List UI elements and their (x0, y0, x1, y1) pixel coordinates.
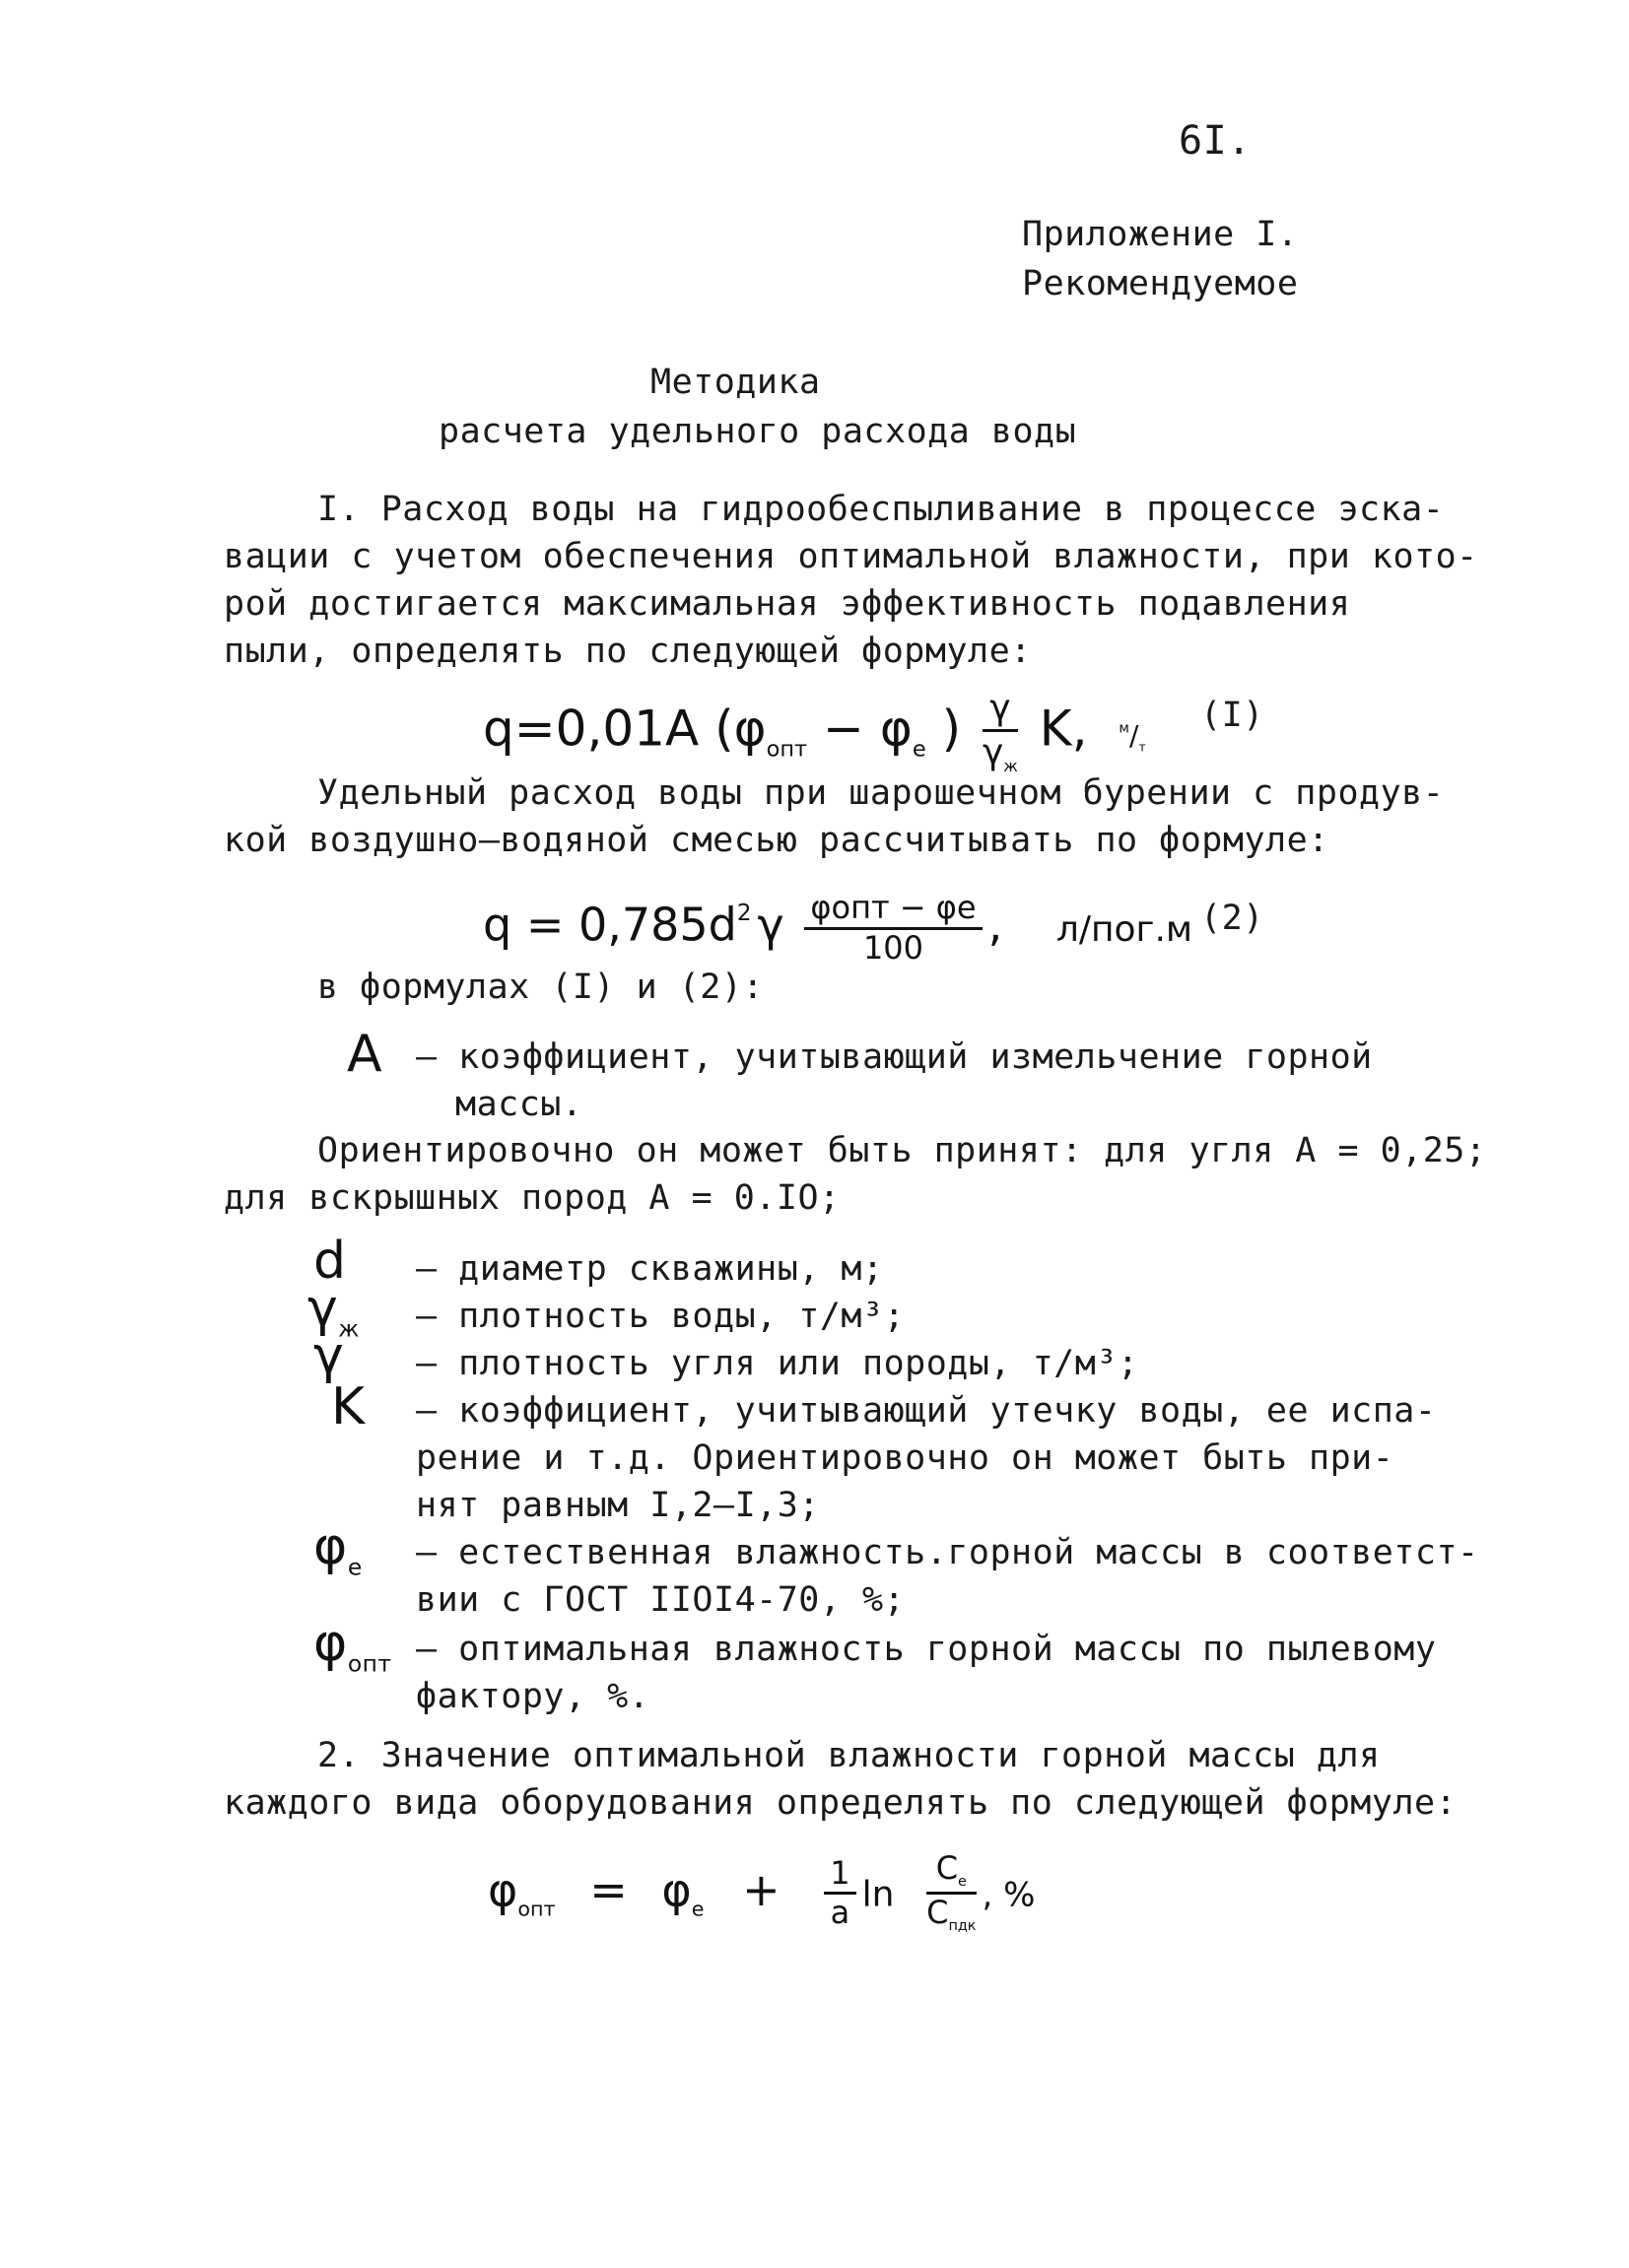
fraction-numerator: γ (983, 690, 1018, 732)
definition-phi-opt-line-2: фактору, %. (416, 1677, 650, 1716)
formula-3-tail: , % (982, 1875, 1036, 1915)
formula-3-plus: + (742, 1863, 781, 1917)
definition-a-line-2: массы. (455, 1085, 583, 1124)
formula-1-coef: =0,01A ( (513, 700, 734, 758)
phi-symbol: φ (733, 700, 767, 758)
formula-1-unit: $^м/_т$ (1119, 719, 1146, 755)
fraction-numerator: φопт − φe (804, 892, 982, 930)
definition-symbol-phi-e: $\varphi_e$ (313, 1517, 363, 1581)
phi-subscript: опт (517, 1897, 556, 1921)
phi-symbol: φ (488, 1863, 518, 1917)
phi-subscript: опт (766, 736, 808, 763)
phi-subscript: e (347, 1553, 363, 1581)
phi-subscript: опт (347, 1649, 392, 1678)
natural-log: ln (861, 1874, 895, 1915)
formula-3-equals: = (589, 1863, 628, 1917)
gamma-symbol: γ (757, 898, 784, 952)
fraction-denominator: 100 (862, 928, 924, 967)
formula-3 (488, 1849, 1036, 1935)
formula-1-number: (I) (1200, 696, 1264, 735)
formula-1-close-paren: ) (925, 700, 962, 758)
fraction-numerator: $C_e$ (926, 1852, 976, 1895)
fraction-numerator: 1 (824, 1857, 855, 1896)
appendix-label: Приложение I. (1022, 215, 1299, 254)
formula-2-comma: , (987, 898, 1003, 952)
definition-phi-e-line-1: – естественная влажность.горной массы в соответст- (416, 1533, 1479, 1572)
phi-symbol: φ (661, 1863, 692, 1917)
fraction-denominator: a (830, 1894, 850, 1932)
definition-a-line-1: – коэффициент, учитывающий измельчение горной (416, 1037, 1373, 1077)
definition-symbol-d: d (313, 1232, 347, 1291)
formula-1-k: K, (1023, 700, 1088, 758)
title-line-1: Методика (650, 363, 821, 402)
paragraph-2-line-1: Удельный расход воды при шарошечном бурении с продув- (317, 773, 1445, 813)
formula-2-lhs: q = 0,785d (483, 898, 737, 952)
formula-2 (483, 889, 1193, 967)
gamma-subscript: ж (338, 1314, 360, 1343)
definition-k-line-3: нят равным I,2–I,3; (416, 1486, 820, 1525)
concentration-ratio (926, 1849, 977, 1935)
definition-symbol-a: A (347, 1025, 383, 1084)
paragraph-1-line-4: пыли, определять по следующей формуле: (224, 632, 1032, 671)
paragraph-3-line-2: каждого вида оборудования определять по следующей формуле: (224, 1783, 1458, 1823)
definition-symbol-k: K (331, 1377, 366, 1436)
orientation-line-2: для вскрышных пород A = 0.IO; (224, 1178, 841, 1218)
definition-gamma-rock: – плотность угля или породы, т/м³; (416, 1344, 1139, 1383)
definition-phi-e-line-2: вии с ГОСТ IIOI4-70, %; (416, 1580, 906, 1620)
orientation-line-1: Ориентировочно он может быть принят: для угля A = 0,25; (317, 1131, 1487, 1170)
reciprocal-fraction (824, 1853, 855, 1932)
definition-gamma-water: – плотность воды, т/м³; (416, 1297, 906, 1336)
definition-symbol-gamma-water: $\gamma_ж$ (307, 1279, 360, 1343)
in-formulas-label: в формулах (I) и (2): (317, 967, 765, 1007)
paragraph-3-line-1: 2. Значение оптимальной влажности горной массы для (317, 1736, 1381, 1775)
gamma-subscript: ж (1003, 756, 1018, 775)
moisture-fraction (804, 889, 982, 967)
paragraph-1-line-3: рой достигается максимальная эффективность подавления (224, 584, 1351, 624)
paragraph-2-line-2: кой воздушно–водяной смесью рассчитывать по формуле: (224, 821, 1329, 860)
phi-subscript: e (691, 1897, 705, 1921)
formula-1 (483, 690, 1146, 774)
formula-1-lhs: q (483, 700, 514, 758)
page-number: 6I. (1179, 118, 1252, 164)
formula-1-minus: − (807, 700, 880, 758)
density-ratio (983, 690, 1018, 774)
fraction-denominator: $\gamma_ж$ (982, 731, 1018, 775)
definition-symbol-phi-opt: $\varphi_{опт}$ (313, 1614, 392, 1678)
formula-2-unit: л/пог.м (1055, 908, 1193, 950)
phi-symbol: φ (879, 700, 913, 758)
definition-k-line-1: – коэффициент, учитывающий утечку воды, ее испа- (416, 1391, 1437, 1431)
squared-exponent: 2 (736, 900, 752, 926)
definition-d: – диаметр скважины, м; (416, 1249, 884, 1289)
definition-k-line-2: рение и т.д. Ориентировочно он может быть при- (416, 1438, 1394, 1478)
paragraph-1-line-1: I. Расход воды на гидрообеспыливание в процессе эска- (317, 490, 1445, 529)
definition-symbol-gamma-rock: γ (313, 1326, 345, 1385)
formula-2-number: (2) (1200, 899, 1264, 938)
phi-subscript: e (912, 736, 926, 763)
appendix-status: Рекомендуемое (1022, 264, 1299, 303)
definition-phi-opt-line-1: – оптимальная влажность горной массы по пылевому (416, 1630, 1437, 1669)
paragraph-1-line-2: вации с учетом обеспечения оптимальной влажности, при кото- (224, 537, 1478, 576)
fraction-denominator: $C_{пдк}$ (926, 1894, 977, 1935)
title-line-2: расчета удельного расхода воды (439, 412, 1077, 451)
